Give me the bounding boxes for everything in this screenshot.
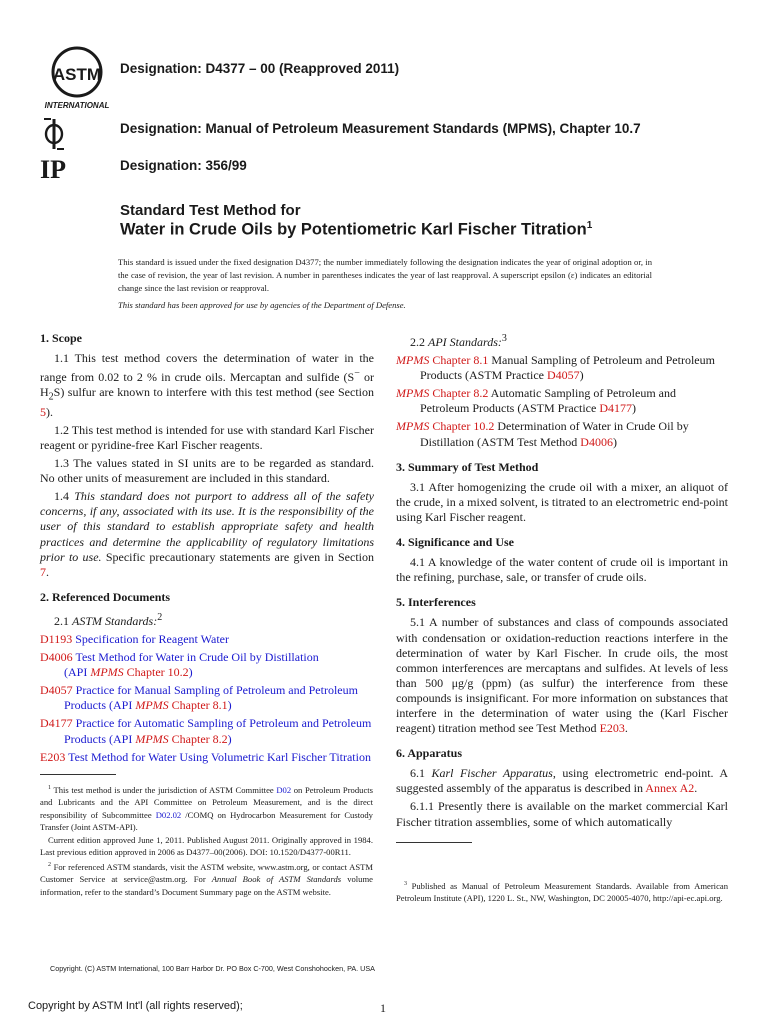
footnote-1: $^1$ This test method is under the jurisdiction of ASTM Committee D02 on Petroleum Products and Lubricants and the API Committee on Petroleum Measurement, and is the direct responsibility of Subcommittee D02.02 /COMQ on Hydrocarbon Measurement for Custody Transfer (Joint ASTM-API). (40, 784, 373, 833)
api-standards-label: 2.2 API Standards:$^3$ (410, 333, 507, 349)
e203-link[interactable]: E203 (599, 721, 625, 736)
footnote-rule-right (396, 842, 472, 843)
footnotes-right (396, 878, 728, 905)
api-ref-8-2[interactable]: MPMS Chapter 8.2 Automatic Sampling of Petroleum and Petroleum Products (ASTM Practice D4177) (396, 386, 676, 416)
d02-link[interactable]: D02 (276, 784, 292, 795)
designation-ip: Designation: 356/99 (120, 158, 247, 173)
annex-a2-link[interactable]: Annex A2 (645, 781, 695, 796)
significance-4-1: 4.1 A knowledge of the water content of crude oil is important in the refining, purchase, sale, or transfer of crude oils. (396, 555, 728, 585)
api-ref-10-2[interactable]: MPMS Chapter 10.2 Determination of Water in Crude Oil by Distillation (ASTM Test Method D4006) (396, 419, 689, 449)
api-logo-text: API (40, 117, 42, 118)
ref-d4177[interactable]: D4177 Practice for Automatic Sampling of Petroleum and Petroleum Products (API MPMS Chapter 8.2) (40, 716, 372, 746)
scope-1-1: 1.1 This test method covers the determination of water in the range from 0.02 to 2 % in crude oils. Mercaptan and sulfide (S− or $H_2S$) sulfur are known to interfere with this test method (see Section 5). (40, 351, 374, 419)
left-column (40, 331, 374, 768)
api-logo (40, 117, 68, 151)
ref-e203[interactable]: E203 Test Method for Water Using Volumetric Karl Fischer Titration (40, 749, 371, 764)
astm-logo-text: ASTM (52, 65, 102, 84)
ref-d4006[interactable]: D4006 Test Method for Water in Crude Oil by Distillation (API MPMS Chapter 10.2) (40, 650, 319, 680)
footnote-2: $^2$ For referenced ASTM standards, visit the ASTM website, www.astm.org, or contact ASTM Customer Service at service@astm.org. For Annual Book of ASTM Standards volume information, refer to the standard’s Document Summary page on the ASTM website. (40, 861, 373, 897)
api-ref-8-1[interactable]: MPMS Chapter 8.1 Manual Sampling of Petroleum and Petroleum Products (ASTM Practice D4057) (396, 353, 715, 383)
scope-1-4: 1.4 This standard does not purport to address all of the safety concerns, if any, associated with its use. It is the responsibility of the user of this standard to establish appropriate safety and health practices and determine the applicability of regulatory limitations prior to use. Specific precautionary statements are given in Section 7. (40, 489, 374, 579)
summary-heading: 3. Summary of Test Method (396, 459, 539, 474)
footnotes-left (40, 782, 373, 898)
page-number: 1 (380, 1001, 386, 1015)
apparatus-6-1: 6.1 Karl Fischer Apparatus, using electrometric end-point. A suggested assembly of the apparatus is described in Annex A2. (396, 766, 729, 796)
d0202-link[interactable]: D02.02 (155, 809, 182, 820)
title-line1: Standard Test Method for (120, 202, 301, 219)
designation-astm: Designation: D4377 – 00 (Reapproved 2011) (120, 61, 400, 76)
title-main: Water in Crude Oils by Potentiometric Karl Fischer Titration (120, 220, 587, 239)
scope-1-2: 1.2 This test method is intended for use with standard Karl Fischer reagent or pyridine-free Karl Fischer reagents. (40, 422, 374, 452)
summary-3-1: 3.1 After homogenizing the crude oil with a mixer, an aliquot of the crude, in a mixed solvent, is titrated to an electrometric end-point using Karl Fischer reagent. (396, 479, 728, 524)
footnote-1-edition: Current edition approved June 1, 2011. Published August 2011. Originally approved in 1984. Last previous edition approved in 2006 as D4377–00(2006). DOI: 10.1520/D4377-00R11. (40, 834, 373, 858)
apparatus-6-1-1: 6.1.1 Presently there is available on the market commercial Karl Fischer titration assemblies, some of which automatically (396, 799, 728, 829)
significance-heading: 4. Significance and Use (396, 535, 515, 550)
ip-logo-text: IP (40, 155, 66, 181)
section-5-link[interactable]: 5 (40, 404, 46, 419)
ref-d1193[interactable]: D1193 Specification for Reagent Water (40, 631, 229, 646)
footnote-3: $^3$ Published as Manual of Petroleum Measurement Standards. Available from American Petroleum Institute (API), 1220 L. St., NW, Washington, DC 20005-4070, http://api-ec.api.org. (396, 880, 728, 904)
interferences-heading: 5. Interferences (396, 595, 476, 610)
astm-logo-subtext: INTERNATIONAL (44, 101, 110, 110)
scope-1-3: 1.3 The values stated in SI units are to be regarded as standard. No other units of measurement are included in this standard. (40, 456, 374, 486)
title-line2 (120, 220, 592, 240)
astm-standards-label: 2.1 ASTM Standards:$^2$ (54, 611, 163, 628)
copyright-notice: Copyright. (C) ASTM International, 100 Barr Harbor Dr. PO Box C-700, West Conshohocken, PA. USA (50, 964, 375, 973)
interferences-5-1: 5.1 A number of substances and class of compounds associated with condensation or oxidation-reduction reactions interfere in the determination of water by Karl Fischer. In crude oils, the most common interferences are mercaptans and sulfides. At levels of less than 500 μg/g (ppm) (as sulfur) the interference from these compounds is insignificant. For more information on substances that interfere in the determination of water using the (Karl Fischer reagent) titration method see Test Method E203. (396, 615, 728, 736)
designation-mpms: Designation: Manual of Petroleum Measurement Standards (MPMS), Chapter 10.7 (120, 121, 641, 136)
section-7-link[interactable]: 7 (40, 564, 46, 579)
astm-logo (44, 44, 110, 110)
ip-logo (40, 155, 78, 181)
scope-heading: 1. Scope (40, 331, 82, 345)
title-footnote-ref[interactable]: 1 (586, 220, 593, 231)
issuance-note: This standard is issued under the fixed designation D4377; the number immediately following the designation indicates the year of original adoption or, in the case of revision, the year of last revision. A number in parentheses indicates the year of last reapproval. A superscript epsilon (ε) indicates an editorial change since the last revision or reapproval. (118, 257, 652, 293)
defense-note: This standard has been approved for use by agencies of the Department of Defense. (118, 300, 406, 310)
ref-d4057[interactable]: D4057 Practice for Manual Sampling of Petroleum and Petroleum Products (API MPMS Chapter 8.1) (40, 683, 358, 713)
right-column (396, 331, 728, 833)
apparatus-heading: 6. Apparatus (396, 746, 463, 761)
rights-notice: Copyright by ASTM Int'l (all rights reserved); (28, 1000, 243, 1012)
refdocs-heading: 2. Referenced Documents (40, 589, 171, 604)
footnote-rule-left (40, 774, 116, 775)
